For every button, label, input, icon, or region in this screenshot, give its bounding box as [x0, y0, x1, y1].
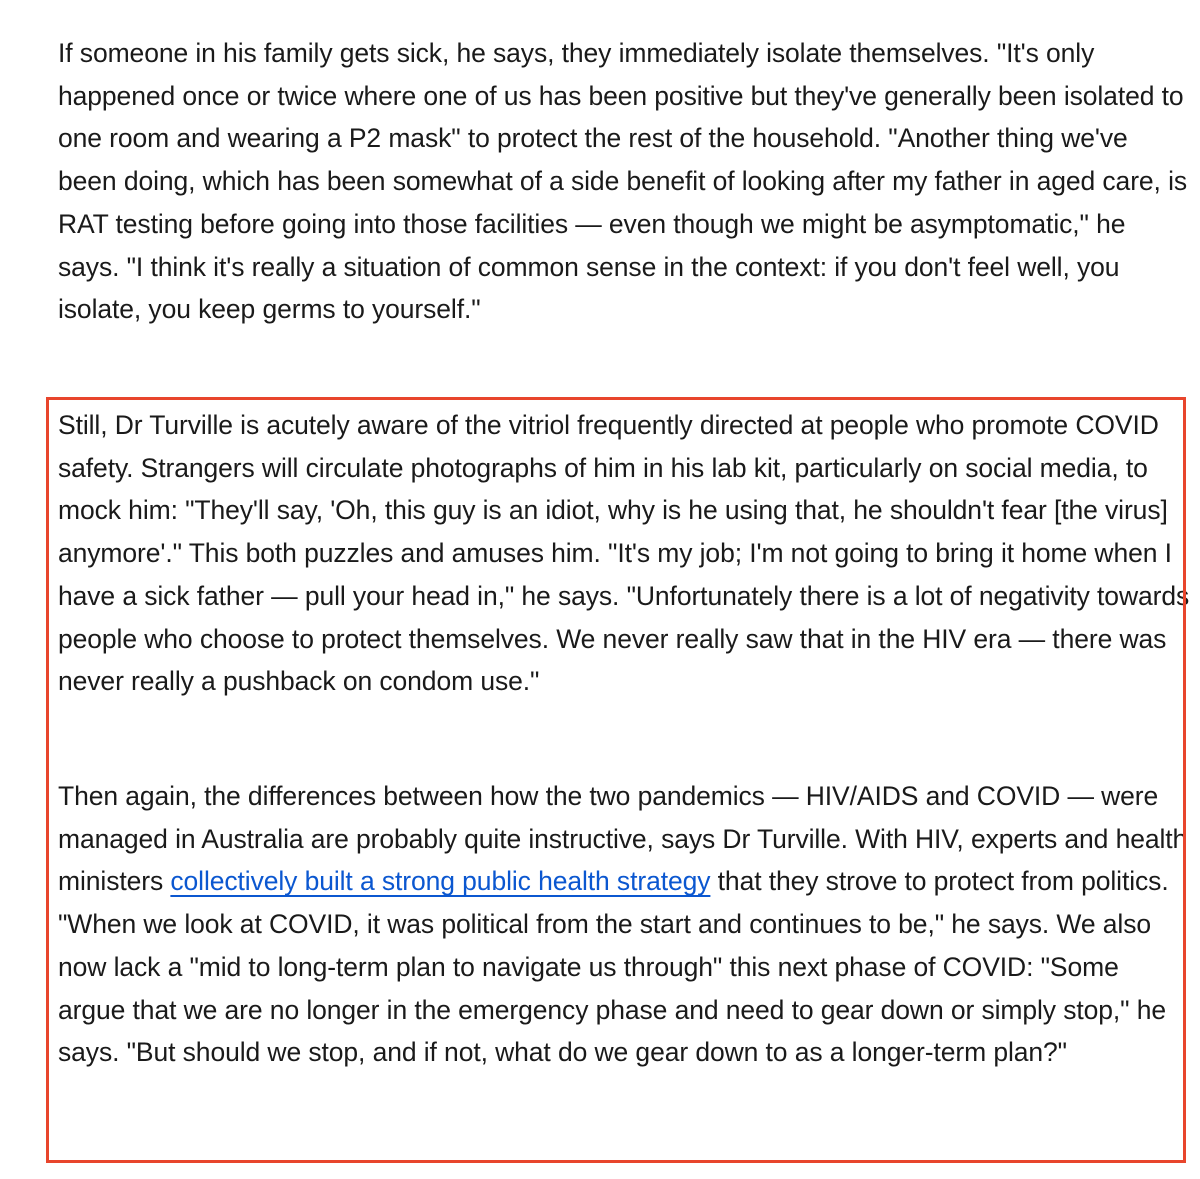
article-paragraph-vitriol: Still, Dr Turville is acutely aware of the vitriol frequently directed at people who promote COVID safety. Strangers will circulate photographs of him in his lab kit, particularly on social media, to mock him: "They'll say, 'Oh, this guy is an idiot, why is he using that, he shouldn't fear [the virus] anymore'." This both puzzles and amuses him. "It's my job; I'm not going to bring it home when I have a sick father — pull your head in," he says. "Unfortunately there is a lot of negativity towards people who choose to protect themselves. We never really saw that in the HIV era — there was never really a pushback on condom use."	[58, 410, 1190, 697]
public-health-strategy-link[interactable]: collectively built a strong public health strategy	[170, 866, 711, 897]
article-paragraph-isolation: If someone in his family gets sick, he says, they immediately isolate themselves. "It's only happened once or twice where one of us has been positive but they've generally been isolated to one room and wearing a P2 mask" to protect the rest of the household. "Another thing we've been doing, which has been somewhat of a side benefit of looking after my father in aged care, is RAT testing before going into those facilities — even though we might be asymptomatic," he says. "I think it's really a situation of common sense in the context: if you don't feel well, you isolate, you keep germs to yourself."	[58, 38, 1188, 325]
article-paragraph-pandemic-comparison	[58, 775, 1192, 1074]
paragraph-text-before-link: Then again, the differences between how the two pandemics — HIV/AIDS and COVID — were managed in Australia are probably quite instructive, says Dr Turville. With HIV, experts and health ministers	[58, 781, 1188, 897]
paragraph-text-after-link: that they strove to protect from politics. "When we look at COVID, it was political from the start and continues to be," he says. We also now lack a "mid to long-term plan to navigate us through" this next phase of COVID: "Some argue that we are no longer in the emergency phase and need to gear down or simply stop," he says. "But should we stop, and if not, what do we gear down to as a longer-term plan?"	[58, 866, 1169, 1068]
